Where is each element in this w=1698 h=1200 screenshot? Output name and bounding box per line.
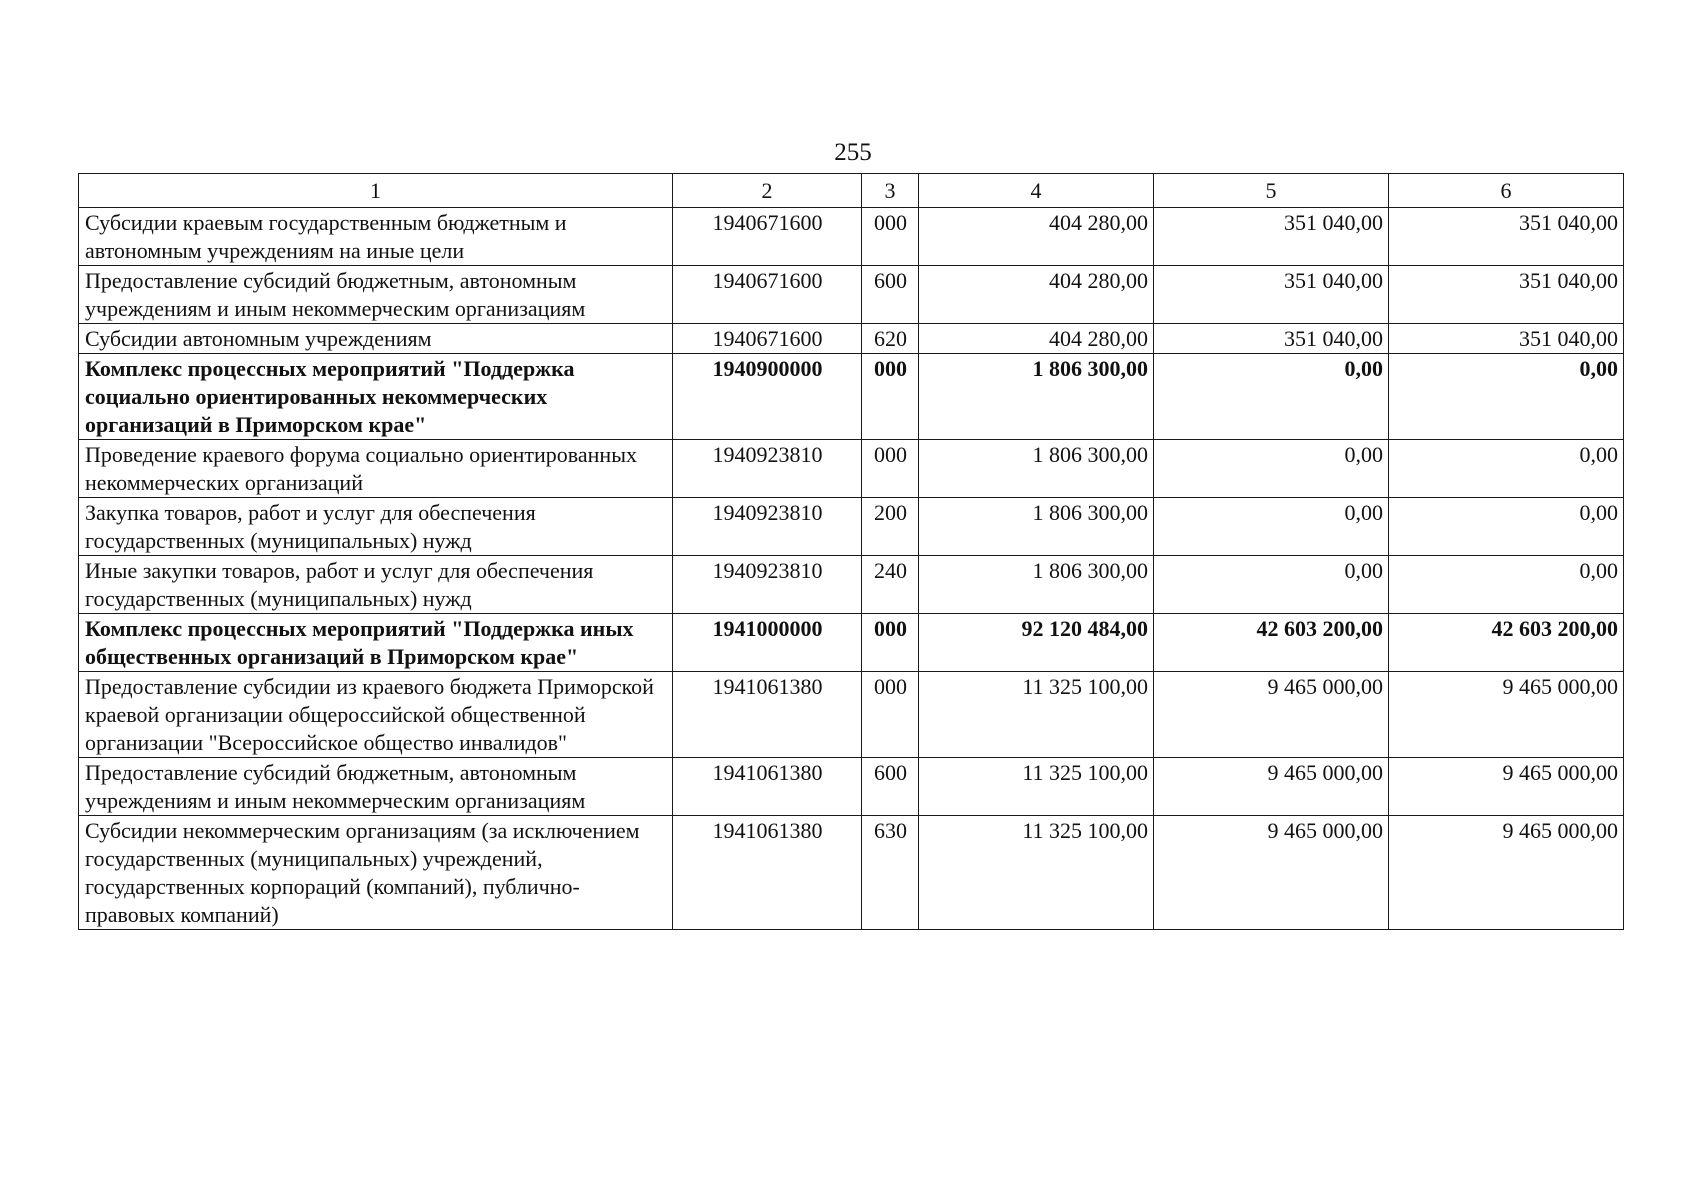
row-code-cell: 1940671600 bbox=[673, 266, 862, 324]
row-amount-4-cell: 1 806 300,00 bbox=[919, 354, 1154, 440]
row-code-cell: 1941061380 bbox=[673, 672, 862, 758]
row-code-cell: 1940671600 bbox=[673, 324, 862, 354]
column-header-6: 6 bbox=[1389, 174, 1624, 208]
row-amount-4-cell: 1 806 300,00 bbox=[919, 556, 1154, 614]
row-amount-5-cell: 351 040,00 bbox=[1154, 324, 1389, 354]
row-amount-4-cell: 1 806 300,00 bbox=[919, 440, 1154, 498]
row-amount-6-cell: 351 040,00 bbox=[1389, 208, 1624, 266]
row-amount-4-cell: 404 280,00 bbox=[919, 266, 1154, 324]
row-name-cell: Комплекс процессных мероприятий "Поддержка социально ориентированных некоммерческих организаций в Приморском крае" bbox=[79, 354, 673, 440]
row-code-cell: 1941000000 bbox=[673, 614, 862, 672]
row-amount-4-cell: 11 325 100,00 bbox=[919, 816, 1154, 930]
row-amount-5-cell: 0,00 bbox=[1154, 440, 1389, 498]
table-row-section bbox=[79, 614, 1624, 672]
page-number: 255 bbox=[834, 139, 872, 166]
row-amount-5-cell: 0,00 bbox=[1154, 556, 1389, 614]
row-type-cell: 600 bbox=[862, 266, 919, 324]
row-type-cell: 000 bbox=[862, 672, 919, 758]
row-amount-6-cell: 9 465 000,00 bbox=[1389, 816, 1624, 930]
row-type-cell: 600 bbox=[862, 758, 919, 816]
row-name-cell: Предоставление субсидии из краевого бюджета Приморской краевой организации общероссийской общественной организации "Всероссийское общество инвалидов" bbox=[79, 672, 673, 758]
row-amount-5-cell: 9 465 000,00 bbox=[1154, 816, 1389, 930]
row-code-cell: 1940923810 bbox=[673, 556, 862, 614]
row-amount-4-cell: 404 280,00 bbox=[919, 208, 1154, 266]
column-header-1: 1 bbox=[79, 174, 673, 208]
table-row bbox=[79, 556, 1624, 614]
row-type-cell: 240 bbox=[862, 556, 919, 614]
row-amount-6-cell: 0,00 bbox=[1389, 354, 1624, 440]
row-amount-5-cell: 351 040,00 bbox=[1154, 266, 1389, 324]
row-amount-4-cell: 11 325 100,00 bbox=[919, 758, 1154, 816]
row-code-cell: 1940671600 bbox=[673, 208, 862, 266]
row-amount-6-cell: 351 040,00 bbox=[1389, 266, 1624, 324]
row-amount-4-cell: 404 280,00 bbox=[919, 324, 1154, 354]
row-name-cell: Закупка товаров, работ и услуг для обеспечения государственных (муниципальных) нужд bbox=[79, 498, 673, 556]
row-amount-6-cell: 42 603 200,00 bbox=[1389, 614, 1624, 672]
table-row bbox=[79, 208, 1624, 266]
row-code-cell: 1940900000 bbox=[673, 354, 862, 440]
row-type-cell: 620 bbox=[862, 324, 919, 354]
column-header-4: 4 bbox=[919, 174, 1154, 208]
row-name-cell: Субсидии краевым государственным бюджетным и автономным учреждениям на иные цели bbox=[79, 208, 673, 266]
row-amount-4-cell: 1 806 300,00 bbox=[919, 498, 1154, 556]
row-amount-6-cell: 0,00 bbox=[1389, 440, 1624, 498]
row-amount-6-cell: 0,00 bbox=[1389, 498, 1624, 556]
row-code-cell: 1941061380 bbox=[673, 816, 862, 930]
row-amount-4-cell: 92 120 484,00 bbox=[919, 614, 1154, 672]
row-amount-6-cell: 9 465 000,00 bbox=[1389, 758, 1624, 816]
row-name-cell: Иные закупки товаров, работ и услуг для обеспечения государственных (муниципальных) нужд bbox=[79, 556, 673, 614]
row-amount-5-cell: 0,00 bbox=[1154, 354, 1389, 440]
table-row bbox=[79, 266, 1624, 324]
table-row-section bbox=[79, 354, 1624, 440]
row-code-cell: 1941061380 bbox=[673, 758, 862, 816]
row-amount-5-cell: 0,00 bbox=[1154, 498, 1389, 556]
table-row bbox=[79, 440, 1624, 498]
row-type-cell: 200 bbox=[862, 498, 919, 556]
row-code-cell: 1940923810 bbox=[673, 498, 862, 556]
table-row bbox=[79, 672, 1624, 758]
row-name-cell: Комплекс процессных мероприятий "Поддержка иных общественных организаций в Приморском крае" bbox=[79, 614, 673, 672]
header-row bbox=[79, 174, 1624, 208]
row-name-cell: Субсидии некоммерческим организациям (за исключением государственных (муниципальных) учреждений, государственных корпораций (компаний), публично-правовых компаний) bbox=[79, 816, 673, 930]
row-amount-5-cell: 9 465 000,00 bbox=[1154, 758, 1389, 816]
row-name-cell: Предоставление субсидий бюджетным, автономным учреждениям и иным некоммерческим организациям bbox=[79, 266, 673, 324]
row-amount-5-cell: 9 465 000,00 bbox=[1154, 672, 1389, 758]
budget-table bbox=[78, 173, 1624, 930]
row-type-cell: 000 bbox=[862, 440, 919, 498]
row-amount-6-cell: 351 040,00 bbox=[1389, 324, 1624, 354]
row-amount-5-cell: 351 040,00 bbox=[1154, 208, 1389, 266]
row-amount-6-cell: 0,00 bbox=[1389, 556, 1624, 614]
row-type-cell: 000 bbox=[862, 614, 919, 672]
table-row bbox=[79, 498, 1624, 556]
row-type-cell: 000 bbox=[862, 354, 919, 440]
row-name-cell: Предоставление субсидий бюджетным, автономным учреждениям и иным некоммерческим организациям bbox=[79, 758, 673, 816]
row-amount-5-cell: 42 603 200,00 bbox=[1154, 614, 1389, 672]
row-name-cell: Субсидии автономным учреждениям bbox=[79, 324, 673, 354]
row-type-cell: 000 bbox=[862, 208, 919, 266]
table-row bbox=[79, 758, 1624, 816]
row-type-cell: 630 bbox=[862, 816, 919, 930]
row-code-cell: 1940923810 bbox=[673, 440, 862, 498]
table-row bbox=[79, 816, 1624, 930]
row-name-cell: Проведение краевого форума социально ориентированных некоммерческих организаций bbox=[79, 440, 673, 498]
column-header-3: 3 bbox=[862, 174, 919, 208]
row-amount-6-cell: 9 465 000,00 bbox=[1389, 672, 1624, 758]
row-amount-4-cell: 11 325 100,00 bbox=[919, 672, 1154, 758]
table-row bbox=[79, 324, 1624, 354]
column-header-2: 2 bbox=[673, 174, 862, 208]
column-header-5: 5 bbox=[1154, 174, 1389, 208]
